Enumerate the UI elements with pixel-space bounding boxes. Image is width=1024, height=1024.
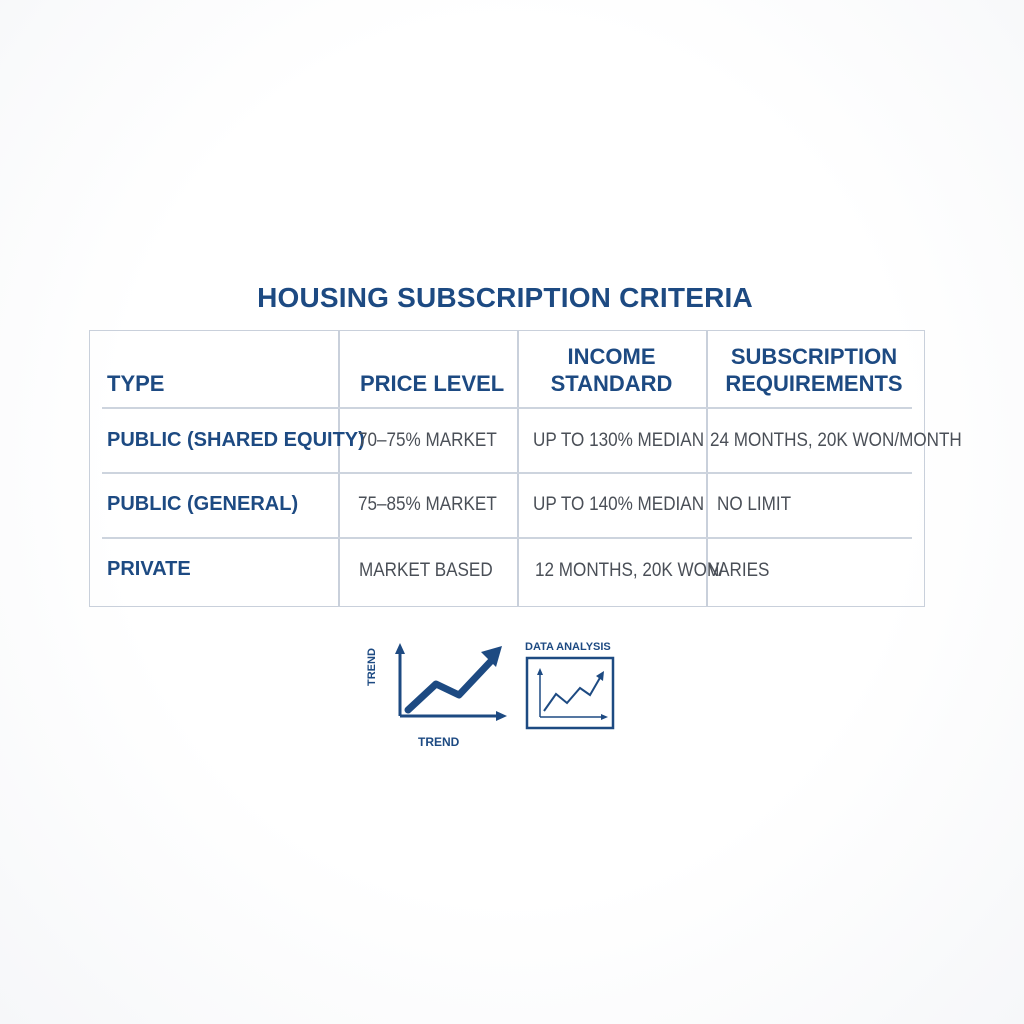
header-subscription-line2: REQUIREMENTS bbox=[725, 371, 903, 396]
row-subscription: VARIES bbox=[708, 560, 770, 581]
row-price-level: 75–85% MARKET bbox=[358, 494, 497, 515]
row-divider bbox=[102, 472, 912, 474]
header-type: TYPE bbox=[107, 371, 165, 396]
row-type-private: PRIVATE bbox=[107, 558, 191, 580]
row-price-level: MARKET BASED bbox=[359, 560, 493, 581]
row-divider bbox=[102, 537, 912, 539]
header-price-level: PRICE LEVEL bbox=[360, 371, 505, 396]
row-subscription: NO LIMIT bbox=[717, 494, 792, 515]
row-income: 12 MONTHS, 20K WON/ bbox=[535, 560, 725, 581]
header-income-line2: STANDARD bbox=[550, 371, 673, 396]
row-type-public-shared-equity: PUBLIC (SHARED EQUITY) bbox=[107, 429, 365, 451]
row-subscription: 24 MONTHS, 20K WON/MONTH bbox=[710, 430, 962, 451]
header-income-standard bbox=[517, 343, 706, 397]
column-divider bbox=[338, 331, 340, 606]
row-income: UP TO 140% MEDIAN bbox=[533, 494, 705, 515]
page-title: HOUSING SUBSCRIPTION CRITERIA bbox=[257, 282, 753, 313]
criteria-table bbox=[89, 330, 962, 607]
row-divider bbox=[102, 407, 912, 409]
header-subscription-line1: SUBSCRIPTION bbox=[730, 344, 898, 369]
header-income-line1: INCOME bbox=[567, 344, 656, 369]
header-subscription-requirements bbox=[706, 343, 922, 397]
trend-x-label: TREND bbox=[418, 735, 460, 749]
row-type-public-general: PUBLIC (GENERAL) bbox=[107, 493, 299, 515]
data-analysis-label: DATA ANALYSIS bbox=[525, 641, 611, 653]
trend-y-label: TREND bbox=[366, 648, 378, 686]
row-price-level: 70–75% MARKET bbox=[358, 430, 497, 451]
row-income: UP TO 130% MEDIAN bbox=[533, 430, 705, 451]
